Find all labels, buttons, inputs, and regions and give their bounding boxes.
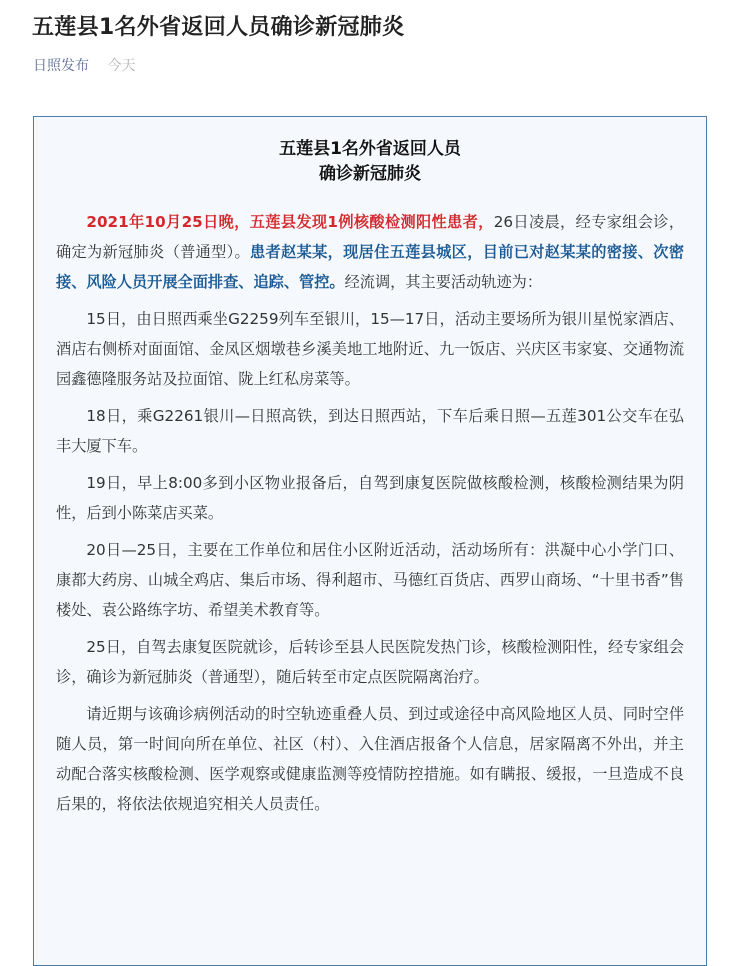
- intro-text-a: 26日凌晨，经专家组会诊，确定为新冠肺炎（普通型）。: [56, 213, 685, 261]
- notice-title-line-2: 确诊新冠肺炎: [319, 164, 421, 184]
- notice-title-line-1: 五莲县1名外省返回人员: [279, 139, 461, 159]
- paragraph-public-notice: 请近期与该确诊病例活动的时空轨迹重叠人员、到过或途径中高风险地区人员、同时空伴随人员，第一时间向所在单位、社区（村）、入住酒店报备个人信息，居家隔离不外出，并主动配合落实核酸检测、医学观察或健康监测等疫情防控措施。如有瞒报、缓报，一旦造成不良后果的，将依法依规追究相关人员责任。: [56, 705, 684, 813]
- notice-title: [56, 137, 684, 187]
- article-meta: [33, 55, 135, 75]
- article-title: 五莲县1名外省返回人员确诊新冠肺炎: [32, 15, 405, 40]
- highlight-blue-text: 患者赵某某，现居住五莲县城区，目前已对赵某某的密接、次密接、风险人员开展全面排查、追踪、管控。: [56, 243, 685, 291]
- notice-box: [33, 116, 707, 966]
- paragraph-day-25: 25日，自驾去康复医院就诊，后转诊至县人民医院发热门诊，核酸检测阳性，经专家组会诊，确诊为新冠肺炎（普通型），随后转至市定点医院隔离治疗。: [56, 638, 684, 686]
- source-account-link[interactable]: 日照发布: [33, 58, 89, 74]
- highlight-red-text: 2021年10月25日晚，五莲县发现1例核酸检测阳性患者，: [86, 213, 494, 231]
- paragraph-day-19: 19日，早上8:00多到小区物业报备后，自驾到康复医院做核酸检测，核酸检测结果为阴性，后到小陈菜店买菜。: [56, 474, 684, 522]
- intro-text-b: 经流调，其主要活动轨迹为：: [344, 273, 542, 291]
- paragraph-day-20-25: 20日—25日，主要在工作单位和居住小区附近活动，活动场所有：洪凝中心小学门口、康都大药房、山城全鸡店、集后市场、得利超市、马德红百货店、西罗山商场、“十里书香”售楼处、袁公路练字坊、希望美术教育等。: [56, 541, 684, 619]
- paragraph-day-15: 15日，由日照西乘坐G2259列车至银川，15—17日，活动主要场所为银川星悦家酒店、酒店右侧桥对面面馆、金凤区烟墩巷乡溪美地工地附近、九一饭店、兴庆区韦家宴、交通物流园鑫德隆服务站及拉面馆、陇上红私房菜等。: [56, 310, 684, 388]
- publish-time: 今天: [107, 58, 136, 74]
- paragraph-day-18: 18日，乘G2261银川—日照高铁，到达日照西站，下车后乘日照—五莲301公交车在弘丰大厦下车。: [56, 407, 684, 455]
- paragraph-intro: [56, 207, 684, 297]
